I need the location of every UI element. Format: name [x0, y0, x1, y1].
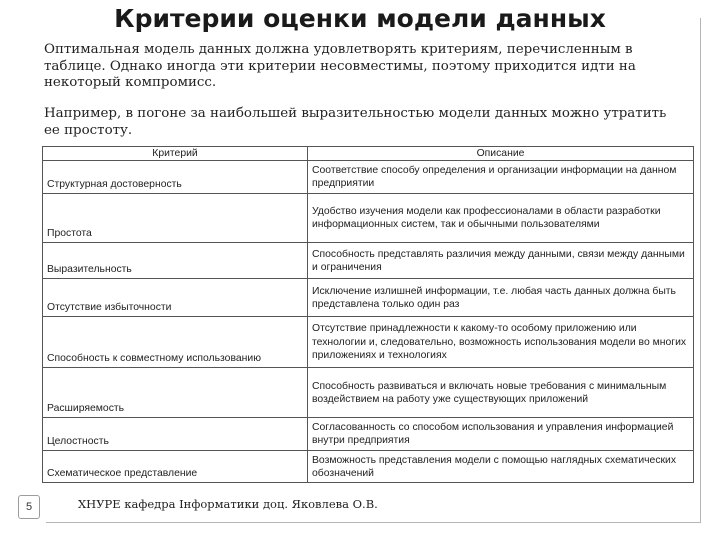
description-cell: Исключение излишней информации, т.е. любая часть данных должна быть представлена только один раз: [308, 279, 694, 317]
table-row: [43, 161, 694, 194]
criterion-cell: Отсутствие избыточности: [43, 279, 308, 317]
description-cell: Отсутствие принадлежности к какому-то особому приложению или технологии и, следовательно, возможность использования модели во многих приложениях и технологиях: [308, 317, 694, 368]
table-row: [43, 194, 694, 243]
description-cell: Удобство изучения модели как профессионалами в области разработки информационных систем, так и обычными пользователями: [308, 194, 694, 243]
intro-paragraph: Оптимальная модель данных должна удовлетворять критериям, перечисленным в таблице. Однако иногда эти критерии несовместимы, поэтому приходится идти на некоторый компромисс.: [44, 42, 636, 90]
criterion-cell: Способность к совместному использованию: [43, 317, 308, 368]
criterion-cell: Выразительность: [43, 243, 308, 279]
criterion-cell: Структурная достоверность: [43, 161, 308, 194]
criterion-cell: Расширяемость: [43, 368, 308, 418]
criteria-table: [42, 146, 694, 483]
table-row: [43, 368, 694, 418]
description-cell: Возможность представления модели с помощью наглядных схематических обозначений: [308, 451, 694, 483]
footer-text: ХНУРЕ кафедра Інформатики доц. Яковлева О.В.: [78, 497, 378, 511]
frame-bottom-line: [46, 522, 701, 523]
description-cell: Способность представлять различия между данными, связи между данными и ограничения: [308, 243, 694, 279]
criterion-cell: Схематическое представление: [43, 451, 308, 483]
header-description: Описание: [308, 147, 694, 161]
table-row: [43, 243, 694, 279]
header-criterion: Критерий: [43, 147, 308, 161]
slide-title: Критерии оценки модели данных: [114, 4, 606, 33]
table-row: [43, 418, 694, 451]
page-number-badge: 5: [18, 495, 40, 519]
example-paragraph: Например, в погоне за наибольшей выразительностью модели данных можно утратить ее простоту.: [44, 106, 667, 138]
description-cell: Способность развиваться и включать новые требования с минимальным воздействием на работу уже существующих приложений: [308, 368, 694, 418]
table-row: [43, 317, 694, 368]
table-header-row: [43, 147, 694, 161]
description-cell: Согласованность со способом использования и управления информацией внутри предприятия: [308, 418, 694, 451]
table-row: [43, 451, 694, 483]
table-row: [43, 279, 694, 317]
frame-right-line: [700, 18, 701, 523]
description-cell: Соответствие способу определения и организации информации на данном предприятии: [308, 161, 694, 194]
criterion-cell: Целостность: [43, 418, 308, 451]
criterion-cell: Простота: [43, 194, 308, 243]
